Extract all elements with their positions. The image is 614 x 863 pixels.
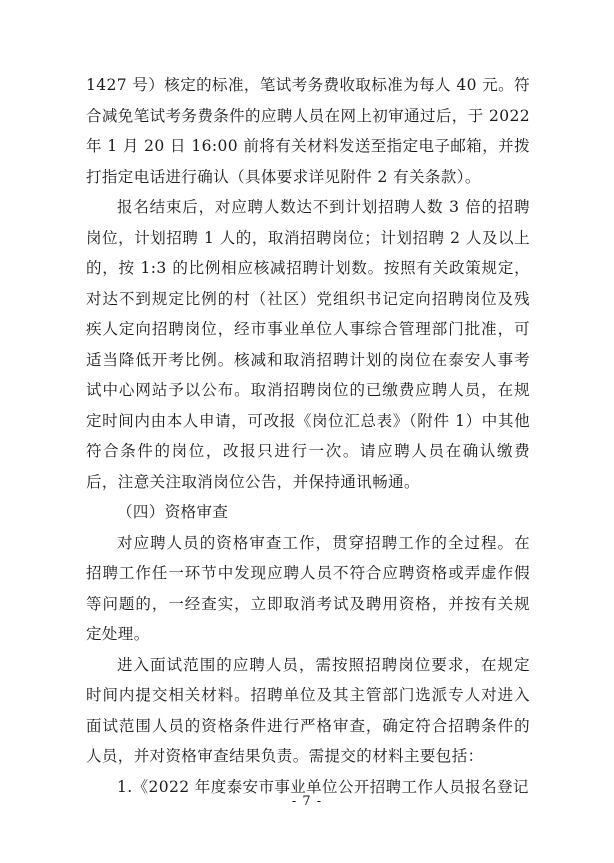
paragraph-review-scope: 对应聘人员的资格审查工作，贯穿招聘工作的全过程。在招聘工作任一环节中发现应聘人员不符合应聘资格或弄虚作假等问题的，一经查实，立即取消考试及聘用资格，并按有关规定处理。 [86,533,530,643]
paragraph-materials-list-item-1: 1.《2022 年度泰安市事业单位公开招聘工作人员报名登记 [117,777,529,796]
paragraph-exam-fee: 1427 号）核定的标准，笔试考务费收取标准为每人 40 元。符合减免笔试考务费条件的应聘人员在网上初审通过后，于 2022 年 1 月 20 日 16:00 前将有关材料发送至指定电子邮箱，并拨打指定电话进行确认（具体要求详见附件 2 有关条款）。 [86,76,530,186]
paragraph-materials-submission: 进入面试范围的应聘人员，需按照招聘岗位要求，在规定时间内提交相关材料。招聘单位及其主管部门选派专人对进入面试范围人员的资格条件进行严格审查，确定符合招聘条件的人员，并对资格审查结果负责。需提交的材料主要包括： [86,655,530,765]
paragraph-registration-end: 报名结束后，对应聘人数达不到计划招聘人数 3 倍的招聘岗位，计划招聘 1 人的，取消招聘岗位；计划招聘 2 人及以上的，按 1:3 的比例相应核减招聘计划数。按照有关政策规定，对达不到规定比例的村（社区）党组织书记定向招聘岗位及残疾人定向招聘岗位，经市事业单位人事综合管理部门批准，可适当降低开考比例。核减和取消招聘计划的岗位在泰安人事考试中心网站予以公布。取消招聘岗位的已缴费应聘人员，在规定时间内由本人申请，可改报《岗位汇总表》（附件 1）中其他符合条件的岗位，改报只进行一次。请应聘人员在确认缴费后，注意关注取消岗位公告，并保持通讯畅通。 [86,198,530,491]
section-heading-qualification-review: （四）资格审查 [117,503,229,521]
document-body [86,70,530,802]
page-number: - 7 - [291,794,323,809]
